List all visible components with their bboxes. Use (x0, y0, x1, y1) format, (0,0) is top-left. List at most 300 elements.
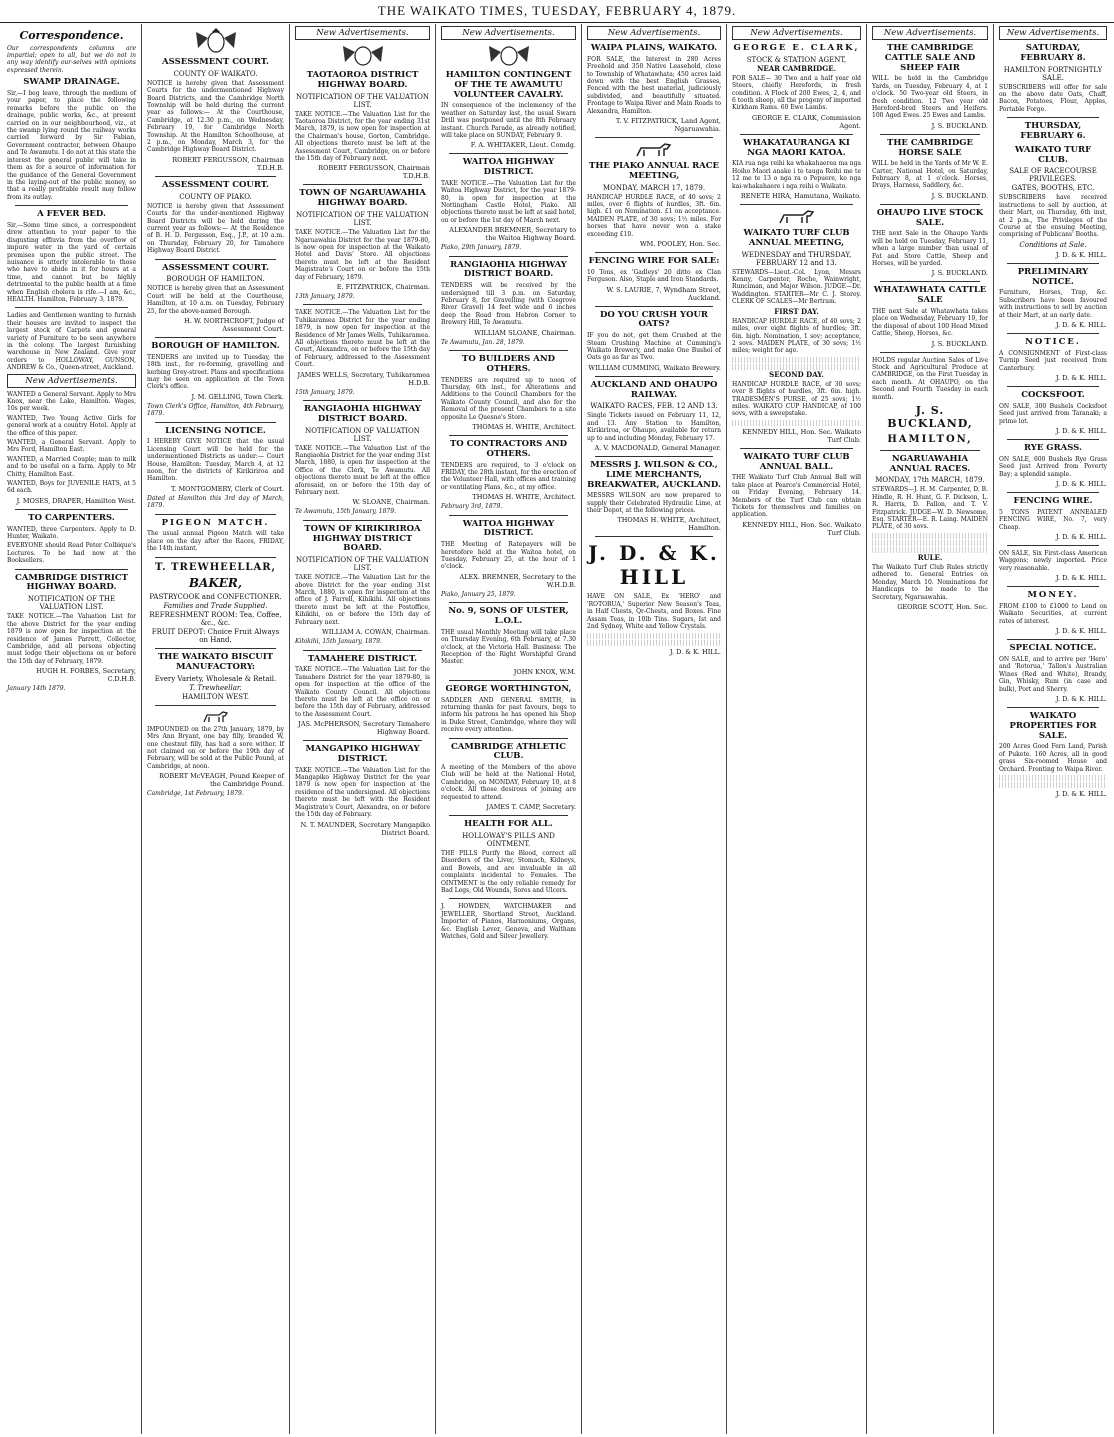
fencing-wire-title: FENCING WIRE FOR SALE: (588, 256, 720, 267)
assessment-court-3-body: NOTICE is hereby given that an Assessment Court will be held at the Courthouse, Hamilton, at 10 a.m. on Tuesday, February 25, for the above-named Borough. (147, 285, 284, 315)
athletic-signature: JAMES T. CAMP, Secretary. (486, 803, 576, 812)
cambridge-board-body: TAKE NOTICE.—The Valuation List for the above District for the year ending 1879 is now open for inspection at the residence of James Parrett, Collector, Cambridge, and all persons objecting must lodge their objections on or before the 15th day of February, 1879. (7, 613, 136, 665)
divider (1007, 586, 1099, 587)
first-day-body: HANDICAP HURDLE RACE, of 40 sovs; 2 miles, over eight flights of hurdles; 3ft. 6in. high. Nomination, 1 sov; acceptance, 2 sovs. MAIDEN PLATE, of 30 sovs; 1½ miles; weight for age. (732, 317, 861, 355)
hill-signature: J. D. & K. HILL. (1055, 321, 1107, 330)
waipa-plains-title: WAIPA PLAINS, WAIKATO. (590, 43, 718, 53)
health-body: THE PILLS Purify the Blood, correct all Disorders of the Liver, Stomach, Kidneys, and Bowels, and are invaluable in all complaints incidental to Females. The OINTMENT is the only reliable remedy for Bad Legs, Old Wounds, Sores and Ulcers. (441, 849, 576, 894)
text-filler (587, 633, 721, 639)
divider (1007, 545, 1099, 546)
rangiaohia-tender-title: RANGIAOHIA HIGHWAY DISTRICT BOARD. (450, 259, 567, 280)
divider (15, 569, 128, 570)
clark-body: FOR SALE— 30 Two and a half year old Steers, chiefly Herefords, in fresh condition. A Flock of 200 Ewes, 2, 4, and 6 tooth sheep, all the progeny of imported Kirkham Rams. 60 Ewe Lambs. (732, 74, 861, 112)
swamp-title: SWAMP DRAINAGE. (23, 77, 120, 88)
column-6 (727, 24, 867, 1434)
cavalry-title: HAMILTON CONTINGENT OF THE TE AWAMUTU VOLUNTEER CAVALRY. (445, 70, 572, 100)
waitoa-2-date: Piako, January 25, 1879. (441, 590, 516, 598)
tuhikaramea-body: TAKE NOTICE.—The Valuation List for the Tuhikaramea District for the year ending 1879, is now open for inspection at the Residence of Mr James Wells, Tuhikaramea. All objections thereto must be left at the Court, Alexandra, on or before the 15th day of February, addressed to the Assessment Court. (295, 309, 430, 369)
whakataurangga-title: WHAKATAURANGA KI NGA MAORI KATOA. (743, 137, 850, 158)
column-7 (867, 24, 994, 1434)
hill-signature: J. D. & K. HILL. (1055, 374, 1107, 383)
divider (15, 307, 128, 308)
cambridge-board-signature: HUGH H. FORBES, Secretary, C.D.H.B. (36, 667, 136, 684)
trewheellar-families: Families and Trade Supplied. (163, 601, 268, 610)
wilson-signature: THOMAS H. WHITE, Architect, Hamilton. (617, 516, 721, 533)
crush-oats-signature: WILLIAM CUMMING, Waikato Brewery. (588, 363, 721, 372)
royal-crest-icon (479, 43, 539, 67)
contractors-date: February 3rd, 1879. (441, 503, 503, 511)
borough-date: Town Clerk's Office, Hamilton, 4th February, 1879. (147, 402, 284, 418)
rangiaohia-tender-body: TENDERS will be received by the undersigned till 3 p.m. on Saturday, February 8, for Gravelling (with Cosgrove River Gravel) 14 feet wide and 6 inches deep the Road from Hebron Corner to Brewery Hill, Te Awamutu. (441, 282, 576, 327)
ngaruawahia-races-title: NGARUAWAHIA ANNUAL RACES. (889, 453, 971, 474)
impounded-body: IMPOUNDED on the 27th January, 1879, by Mrs Ann Bryant, one bay filly, branded W, one chestnut filly, has had a sore wither. If not claimed on or before the 19th day of February, will be sold at the Public Pound, at Cambridge, at noon. (147, 725, 284, 770)
kirikiriroa-sub: NOTIFICATION OF THE VALUATION LIST. (296, 556, 429, 573)
second-day-body: HANDICAP HURDLE RACE, of 30 sovs; over 8 flights of hurdles, 3ft. 6in. high. TRADESMEN'S PURSE, of 25 sovs; 1½ miles. WAIKATO CUP HANDICAP, of 100 sovs, with a sweepstake. (732, 380, 861, 418)
horse-sale-signature: J. S. BUCKLAND. (931, 191, 988, 200)
second-day-heading: SECOND DAY. (769, 369, 824, 379)
crush-oats-title: DO YOU CRUSH YOUR OATS? (600, 309, 708, 330)
rule-signature: GEORGE SCOTT, Hon. Sec. (897, 602, 988, 611)
cavalry-body: IN consequence of the inclemency of the weather on Saturday last, the usual Swarn Drill was postponed until the 8th February instant. Church Parade, as already notified, will take place on SUNDAY, February 9. (441, 102, 576, 139)
health-title: HEALTH FOR ALL. (464, 819, 553, 830)
divider (449, 350, 568, 351)
wanted-ad-4: WANTED, a Married Couple; man to milk and to be useful on a farm. Apply to Mr Chitty, Hamilton East. (7, 455, 136, 478)
carpenters-title: TO CARPENTERS. (28, 512, 115, 523)
assessment-court-2-title: ASSESSMENT COURT. (162, 179, 269, 190)
divider (1007, 263, 1099, 264)
biscuit-signature: T. Trewheellar. (189, 683, 242, 692)
correspondence-note: Our correspondents columns are impartial; open to all, but we do not in any way identify our-selves with opinions expressed therein. (7, 44, 136, 74)
cocksfoot-title: COCKSFOOT. (1021, 390, 1085, 401)
licensing-title: LICENSING NOTICE. (165, 425, 266, 436)
text-filler (732, 420, 861, 426)
column-5 (582, 24, 727, 1434)
impounded-date: Cambridge, 1st February, 1879. (147, 790, 244, 798)
divider (15, 509, 128, 510)
whakataurangga-signature: RENETE HIRA, Hamutana, Waikato. (740, 192, 861, 201)
fencing-wire-body: 10 Tons, ex 'Gadleys' 20 ditto ex Clan Ferguson. Also, Staple and Iron Standards. (587, 268, 721, 284)
turf-privileges-title: WAIKATO TURF CLUB. (1014, 144, 1092, 165)
column-1 (2, 24, 142, 1434)
divider (449, 898, 568, 899)
ngaruawahia-board-date: 13th January, 1879. (295, 292, 355, 300)
howden-body: J. HOWDEN, WATCHMAKER and JEWELLER, Shortland Street, Auckland. Importer of Pianos, Harmoniums, Organs, &c. English Lever, Geneva, and Waltham Watches, Gold and Silver Jewellery. (441, 903, 576, 941)
divider (595, 252, 713, 253)
tuhikaramea-date: 15th January, 1879. (295, 388, 355, 396)
divider (880, 134, 980, 135)
rangiaohia-date: Te Awamutu, 15th January, 1879. (295, 508, 396, 516)
sons-of-ulster-body: THE usual Monthly Meeting will take place on Thursday Evening, 6th February, at 7.30 o'clock, at the Victoria Hall. Business: The Reception of the Right Worshipful Grand Master. (441, 628, 576, 666)
mangapiko-title: MANGAPIKO HIGHWAY DISTRICT. (305, 744, 420, 764)
hill-signature: J. D. & K. HILL. (669, 647, 721, 656)
correspondence-heading: Correspondence. (19, 29, 124, 42)
borough-title: BOROUGH OF HAMILTON. (151, 340, 280, 351)
masthead (0, 0, 1114, 23)
thursday-title: THURSDAY, FEBRUARY 6. (1020, 121, 1086, 142)
turf-privileges-sub: SALE OF RACECOURSE PRIVILEGES. (1009, 167, 1097, 184)
rule-body: The Waikato Turf Club Rules strictly adhered to. General Entries on Monday, March 10. Nominations for Handicaps to be made to the Secretary, Ngaruawahia. (872, 563, 988, 601)
text-filler (732, 357, 861, 363)
piako-races-sub: MONDAY, MARCH 17, 1879. (602, 183, 706, 192)
special-notice-body: ON SALE, and to arrive per 'Hero' and 'Rotorua,' Tallon's Australian Wines (Red and White), Brandy, Gin, Whisky, Rum (in case and bulk), Port and Sherry. (999, 656, 1107, 693)
divider (449, 435, 568, 436)
divider (303, 740, 422, 741)
cambridge-board-sub: NOTIFICATION OF THE VALUATION LIST. (27, 595, 116, 612)
royal-crest-icon (186, 28, 246, 54)
divider (1007, 639, 1099, 640)
cambridge-board-title: CAMBRIDGE DISTRICT HIGHWAY BOARD. (14, 572, 128, 593)
assessment-court-3-title: ASSESSMENT COURT. (162, 262, 269, 273)
new-ads-heading: New Advertisements. (872, 26, 988, 40)
rye-grass-title: RYE GRASS. (1024, 443, 1082, 454)
biscuit-title: THE WAIKATO BISCUIT MANUFACTORY: (157, 652, 273, 672)
divider (155, 259, 276, 260)
rangiaohia-body: TAKE NOTICE.—The Valuation List of the Rangiaohia District for the year ending 31st March, 1880, is open for inspection at the Office of the Clerk, Te Awamutu. All objections thereto must be left at the office aforesaid, on or before the 15th day of February next. (295, 444, 430, 497)
railway-title: AUCKLAND AND OHAUPO RAILWAY. (590, 379, 718, 400)
rangiaohia-title: RANGIAOHIA HIGHWAY DISTRICT BOARD. (304, 404, 421, 424)
swamp-body: Sir,—I beg leave, through the medium of your paper, to place the following remarks before the public on the drainage, public works, &c., at present carried on in our neighbourhood, viz., at the swamp lying round the railway works carried forward by Sir Fabian, Government contractor, between Ohaupo and Te Awamutu. I do not at this state the interest the general public will take in them as for a source of information for the guidance of the General Government in the laying-out of the public money, so that a really profitable result may follow from its outlay. (7, 90, 136, 201)
wanted-ad-3: WANTED, a General Servant. Apply to Mrs Ford, Hamilton East. (7, 439, 136, 454)
taotaoroa-body: TAKE NOTICE.—The Valuation List for the Taotaoroa District, for the year ending 31st March, 1879, is now open for inspection at the Chairman's house, Gorton, Cambridge. All objections thereto must be left at the Assessment Court, Cambridge, on or before the 15th day of February next. (295, 110, 430, 163)
trewheellar-sub: PASTRYCOOK and CONFECTIONER. (149, 592, 282, 601)
builders-signature: THOMAS H. WHITE, Architect. (472, 423, 576, 432)
railway-signature: A. V. MACDONALD, General Manager. (594, 443, 721, 452)
divider (740, 134, 853, 135)
clark-sub: STOCK & STATION AGENT, (746, 55, 847, 64)
athletic-body: A meeting of the Members of the above Club will be held at the National Hotel, Cambridge, on MONDAY, February 10, at 8 o'clock. All those desirous of joining are requested to attend. (441, 764, 576, 801)
first-day-heading: FIRST DAY. (774, 306, 819, 316)
piako-races-title: THE PIAKO ANNUAL RACE MEETING, (589, 161, 719, 181)
divider (155, 705, 276, 706)
biscuit-sub: Every Variety, Wholesale & Retail. (154, 674, 277, 683)
buckland-body: HOLDS regular Auction Sales of Live Stock and Agricultural Produce at CAMBRIDGE, on the First Tuesday in each month. At OHAUPO, on the Second and Fourth Tuesday in each month. (872, 356, 988, 401)
waitoa-date: Piako, 29th January, 1879. (441, 244, 522, 252)
notice-body: A CONSIGNMENT of First-class Turnip Seed just received from Canterbury. (999, 349, 1107, 372)
ngaruawahia-board-body: TAKE NOTICE.—The Valuation List for the Ngaruawahia District for the year 1879-80, is now open for inspection at the Waikato Hotel and Davis' Store. All objections thereto must be left at the Resident Magistrate's Court on or before the 15th day of February, 1879. (295, 229, 430, 281)
turf-privileges-gates: GATES, BOOTHS, ETC. (1011, 184, 1095, 193)
divider (303, 400, 422, 401)
trewheellar-refreshment: REFRESHMENT ROOM: Tea, Coffee, &c., &c. (149, 610, 282, 628)
athletic-title: CAMBRIDGE ATHLETIC CLUB. (450, 741, 567, 762)
hill-signature: J. D. & K. HILL. (1055, 533, 1107, 542)
ngaruawahia-races-sub: MONDAY, 17th MARCH, 1879. (875, 476, 985, 485)
hill-signature: J. D. & K. HILL. (1055, 695, 1107, 704)
divider (1007, 707, 1099, 708)
licensing-body: I HEREBY GIVE NOTICE that the usual Licensing Court will be held for the undermentioned Districts as under:— Court House, Hamilton: Tuesday, March 4, at 12 noon, for the districts of Kirikiriroa and Hamilton. (147, 438, 284, 483)
horse-icon (634, 142, 674, 158)
text-filler (587, 640, 721, 646)
borough-signature: J. M. GELLING, Town Clerk. (191, 392, 284, 401)
waitoa-2-body: THE Meeting of Ratepayers will be heretofore held at the Waitoa hotel, on Tuesday, February 25, at the hour of 1 o'clock. (441, 541, 576, 571)
rangiaohia-tender-date: Te Awamutu, Jan. 28, 1879. (441, 338, 525, 346)
fencing-wire-title: FENCING WIRE. (1013, 496, 1093, 507)
divider (155, 422, 276, 423)
divider (740, 448, 853, 449)
crush-oats-body: IF you do not, get them Crushed at the Steam Crushing Machine at Cumming's Waikato Brewery, and make One Bushel of Oats go as far as Two. (587, 332, 721, 362)
new-ads-heading: New Advertisements. (999, 26, 1107, 40)
impounded-signature: ROBERT McVEAGH, Pound Keeper of the Cambridge Pound. (159, 772, 284, 789)
turf-club-body: STEWARDS—Lieut.-Col. Lyon, Messrs Kenny, Carpenter, Roche, Wainwright, Runciman, and Major Wilson. JUDGE—Dr. Waddington. STARTER—Mr C. J. Storey. CLERK OF SCALES—Mr Bertram. (732, 268, 861, 306)
wanted-ad-2: WANTED, Two Young Active Girls for general work at a country Hotel. Apply at the office of this paper. (7, 414, 136, 437)
assessment-court-2-sub: COUNTY OF PIAKO. (179, 192, 252, 201)
fencing-wire-body: 5 TONS PATENT ANNEALED FENCING WIRE, No. 7, very Cheap. (999, 508, 1107, 531)
hill-signature: J. D. & K. HILL. (1055, 627, 1107, 636)
kirikiriroa-signature: WILLIAM A. COWAN, Chairman. (322, 628, 430, 637)
divider (303, 650, 422, 651)
new-ads-heading: New Advertisements. (587, 26, 721, 40)
horse-sale-body: WILL be held in the Yards of Mr W. E. Carter, National Hotel, on Saturday, February 8, at 1 o'clock. Horses, Drays, Harness, Saddlery, &c. (872, 160, 988, 190)
column-4 (436, 24, 582, 1434)
column-8 (994, 24, 1112, 1434)
preliminary-body: Furniture, Horses, Trap, &c. Subscribers have been favoured with instructions to sell by auction at their Mart, at an early date. (999, 289, 1107, 319)
fever-title: A FEVER BED. (37, 209, 106, 220)
carpenters-body: WANTED, three Carpenters. Apply to D. Hunter, Waikato. (7, 525, 136, 541)
hill-signature: J. D. & K. HILL. (1055, 250, 1107, 259)
buckland-banner: J. S. BUCKLAND, (887, 404, 973, 430)
ngaruawahia-races-body: STEWARDS—J. H. M. Carpenter, D. B. Hindle, R. H. Hunt, G. F. Dickson, L. R. Harris, D. Fallon, and T. V. Fitzpatrick. JUDGE—W. D. Newsome, Esq. STARTER—E. R. Laing. MAIDEN PLATE, of 30 sovs. (872, 486, 988, 531)
hill-signature: J. D. & K. HILL. (1055, 480, 1107, 489)
notice-title: NOTICE. (1025, 337, 1081, 348)
assessment-court-sub: COUNTY OF WAIKATO. (173, 69, 258, 78)
whatawhata-sale-title: WHATAWHATA CATTLE SALE (873, 285, 987, 306)
tamahere-title: TAMAHERE DISTRICT. (307, 653, 418, 664)
divider (155, 176, 276, 177)
kirikiriroa-title: TOWN OF KIRIKIRIROA HIGHWAY DISTRICT BOARD. (304, 523, 421, 554)
cambridge-board-date: January 14th 1879. (7, 685, 66, 693)
licensing-date: Dated at Hamilton this 3rd day of March, 1879. (147, 494, 284, 510)
divider (740, 204, 853, 205)
waitoa-2-title: WAITOA HIGHWAY DISTRICT. (462, 518, 555, 539)
cattle-sale-signature: J. S. BUCKLAND. (931, 121, 988, 130)
pigeon-body: The usual annual Pigeon Match will take place on the day after the Races, FRIDAY, the 14th instant. (147, 530, 284, 553)
fever-body: Sir,—Some time since, a correspondent drew attention to your paper to the disgusting effluvia from the overflow of impure water in the yard of certain premises upon the public street. The nuisance is utterly intolerable to those who have to abide in it for hours at a time, and cannot but be highly detrimental to the public health at a time when English cholera is rife.—I am, &c., HEALTH. Hamilton, February 3, 1879. (7, 221, 136, 303)
new-ads-heading: New Advertisements. (732, 26, 861, 40)
wilson-body: MESSRS WILSON are now prepared to supply their Celebrated Hydraulic Lime, at their Depot, at the following prices. (587, 492, 721, 515)
ohaupo-sale-title: OHAUPO LIVE STOCK SALE. (876, 207, 984, 228)
waitoa-title: WAITOA HIGHWAY DISTRICT. (462, 157, 555, 178)
divider (449, 602, 568, 603)
ladies-body: Ladies and Gentlemen wanting to furnish their houses are invited to inspect the largest stock of Carpets and general variety of Furniture to be seen anywhere in the colony. The largest furnishing warehouse in New Zealand. Give your orders to HOLLOWAY, GUNSON, ANDREW & Co., Queen-street, Auckland. (7, 312, 136, 372)
divider (449, 738, 568, 739)
trewheellar-fruit: FRUIT DEPOT: Choice Fruit Always on Hand. (151, 628, 280, 645)
railway-sub: WAIKATO RACES, FEB. 12 AND 13. (590, 402, 718, 411)
divider (303, 520, 422, 521)
wanted-ad-5: WANTED, Boys for JUVENILE HATS, at 5 6d each. (7, 480, 136, 495)
ohaupo-sale-signature: J. S. BUCKLAND. (931, 269, 988, 278)
ball-body: THE Waikato Turf Club Annual Ball will take place at Pearce's Commercial Hotel, on Friday Evening, February 14. Members of the Turf Club can obtain Tickets for themselves and families on application. (732, 474, 861, 519)
waipa-plains-body: FOR SALE, the Interest in 280 Acres Freehold and 350 Native Leasehold, close to Township of Whatawhata; 450 acres laid down with the best English Grasses, Fenced with the best material, judiciously subdivided, and beautifully situated. Frontage to Waipa River and Main Roads to Alexandra, Hamilton. (587, 55, 721, 115)
divider (595, 456, 713, 457)
money-body: FROM £100 to £1000 to Lend on Waikato Securities, at current rates of interest. (999, 603, 1107, 625)
column-2 (142, 24, 290, 1434)
turf-privileges-body: SUBSCRIBERS have received instructions to sell by auction, at their Mart, on Thursday, 6th inst, at 2 p.m., The Privileges of the Course at the ensuing Meeting, comprising of Publicans' Booths. (999, 194, 1107, 239)
mangapiko-body: TAKE NOTICE.—The Valuation List for the Mangapiko Highway District for the year 1879 is now open for inspection at the residence of the undersigned. All objections thereto must be left with the Resident Magistrate's Court, Alexandra, on or before the 15th day of February. (295, 766, 430, 819)
mangapiko-signature: N. T. MAUNDER, Secretary Mangapiko District Board. (300, 820, 430, 837)
contractors-body: TENDERS are required, to 3 o'clock on FRIDAY, the 28th instant, for the erection of the Volunteer Hall, with offices and training or ventilating Plans, &c., at my office. (441, 461, 576, 491)
divider (1007, 386, 1099, 387)
fencing-wire-signature: W. S. LAURIE, 7, Wyndham Street, Auckland. (606, 285, 721, 302)
whatawhata-sale-body: THE next Sale at Whatawhata takes place on Wednesday, February 19, for the disposal of about 100 Head Mixed Cattle, Sheep, Horses, &c. (872, 307, 988, 338)
divider (155, 337, 276, 338)
ngaruawahia-board-sub: NOTIFICATION OF THE VALUATION LIST. (296, 211, 429, 228)
worthington-title: GEORGE WORTHINGTON, (445, 683, 572, 694)
divider (880, 204, 980, 205)
waitoa-body: TAKE NOTICE.—The Valuation List for the Waitoa Highway District, for the year 1879-80, is open for inspection at the Nottingham Castle Hotel, Piako. All objections thereto must be left at said hotel, on or before the 1st day of March next. (441, 179, 576, 224)
divider (880, 352, 980, 353)
divider (449, 680, 568, 681)
taotaoroa-sub: NOTIFICATION OF THE VALUATION LIST. (296, 92, 429, 109)
ball-title: WAIKATO TURF CLUB ANNUAL BALL. (743, 451, 850, 472)
waggons-body: ON SALE, Six First-class American Waggons; newly imported. Price very reasonable. (999, 550, 1107, 572)
ball-signature: KENNEDY HILL, Hon. Sec. Waikato Turf Club. (742, 520, 861, 537)
borough-body: TENDERS are invited up to Tuesday, the 18th inst., for re-forming, gravelling and kerbing Grey-street. Plans and specifications may be seen on application at the Town Clerk's office. (147, 353, 284, 391)
tamahere-body: TAKE NOTICE.—The Valuation List for the Tamahere District for the year 1879-80, is open for inspection at the office of the Waikato County Council. All objections thereto must be left at the office on or before the 15th day of February, addressed to the Assessment Court. (295, 666, 430, 718)
piako-races-signature: WM. POOLEY, Hon. Sec. (639, 240, 721, 249)
properties-body: 200 Acres Good Fern Land, Parish of Pukete. 160 Acres, all in good grass Six-roomed House and Orchard. Fronting to Waipa River. (999, 743, 1107, 773)
builders-body: TENDERS are required up to noon of Thursday, 6th inst., for Alterations and Additions to the Council Chambers for the Waikato County Council, and also for the Removal of the present Chambers to a site opposite Le Quesne's Store. (441, 376, 576, 421)
sons-of-ulster-signature: JOHN KNOX, W.M. (513, 667, 576, 676)
racehorse-icon (777, 209, 817, 225)
text-filler (732, 364, 861, 370)
divider (880, 281, 980, 282)
hill-banner: J. D. & K. HILL (588, 541, 720, 590)
new-ads-heading: New Advertisements. (441, 26, 576, 40)
rangiaohia-sub: NOTIFICATION OF VALUATION LIST. (305, 426, 420, 443)
horse-icon (201, 710, 231, 724)
assessment-court-body: NOTICE is hereby given that Assessment Courts for the undermentioned Highway Board Districts, and the Cambridge North Township will be held during the current year as follows:— At the Courthouse, Cambridge, at 12.30 p.m., on Wednesday, February 19, for Cambridge North Township. At the Hamilton Schoolhouse, at 2 p.m., on Monday, March 3, for the Cambridge Highway Board District. (147, 79, 284, 154)
new-ads-heading: New Advertisements. (7, 374, 136, 388)
text-filler (872, 533, 988, 539)
wilson-title: MESSRS J. WILSON & CO., LIME MERCHANTS, BREAKWATER, AUCKLAND. (587, 459, 721, 490)
divider (1007, 333, 1099, 334)
divider (595, 376, 713, 377)
masthead-title: THE WAIKATO TIMES, TUESDAY, FEBRUARY 4, 1879. (377, 3, 737, 18)
sons-of-ulster-title: No. 9, SONS OF ULSTER, L.O.L. (448, 606, 569, 626)
ohaupo-sale-body: THE next Sale in the Ohaupo Yards will be held on Tuesday, February 11, when a large number than usual of Fat and Store Cattle, Sheep and Horses, will be yarded. (872, 230, 988, 268)
rangiaohia-signature: W. SLOANE, Chairman. (352, 498, 430, 507)
assessment-court-3-signature: H. W. NORTHCROFT, Judge of Assessment Court. (184, 316, 284, 333)
waipa-plains-signature: T. V. FITZPATRICK, Land Agent, Ngaruawahia. (615, 117, 721, 134)
text-filler (999, 775, 1107, 781)
health-sub: HOLLOWAY'S PILLS AND OINTMENT. (462, 831, 555, 848)
divider (595, 137, 713, 138)
moses-signature: J. MOSES, DRAPER, Hamilton West. (16, 496, 136, 505)
trewheellar-name: T. TREWHEELLAR, (154, 561, 277, 573)
divider (1007, 492, 1099, 493)
money-title: MONEY. (1027, 590, 1079, 601)
piako-races-body: HANDICAP HURDLE RACE, of 40 sovs; 2 miles, over 6 flights of hurdles, 3ft. 6in. high. £1 on Nomination. £1 on acceptance. MAIDEN PLATE, of 30 sovs; 1½ miles. For horses that have never won a stake exceeding £10. (587, 193, 721, 238)
divider (449, 515, 568, 516)
licensing-signature: T. MONTGOMERY, Clerk of Court. (171, 484, 284, 493)
ngaruawahia-board-signature: E. FITZPATRICK, Chairman. (336, 282, 430, 291)
kirikiriroa-date: Kihikihi, 15th January, 1879. (295, 638, 382, 646)
waitoa-2-signature: ALEX. BREMNER, Secretary to the W.H.D.B. (459, 572, 576, 589)
horse-sale-title: THE CAMBRIDGE HORSE SALE (887, 137, 973, 158)
cocksfoot-body: ON SALE, 300 Bushels Cocksfoot Seed just arrived from Taranaki; a prime lot. (999, 402, 1107, 425)
assessment-court-2-body: NOTICE is hereby given that Assessment Courts for the under-mentioned Highway Board Districts will be held during the current year as follows:— At the Residence of B. H. D. Fergusson, Esq., J.P., at 10 a.m. on Thursday, February 20, for Tamahere Highway Board District. (147, 202, 284, 255)
rye-grass-body: ON SALE, 600 Bushels Rye Grass Seed just Arrived from Poverty Bay; a splendid sample. (999, 455, 1107, 478)
divider (595, 306, 713, 307)
builders-title: TO BUILDERS AND OTHERS. (462, 354, 555, 374)
trewheellar-trade: BAKER, (188, 576, 243, 591)
text-filler (999, 782, 1107, 788)
railway-body: Single Tickets issued on February 11, 12, and 13. Any Station to Hamilton, Kirikiriroa, or Ohaupo, available for return up to and including Monday, February 17. (587, 412, 721, 442)
new-ads-heading: New Advertisements. (295, 26, 430, 40)
contractors-title: TO CONTRACTORS AND OTHERS. (449, 439, 567, 459)
cavalry-signature: F. A. WHITAKER, Lieut. Comdg. (470, 141, 576, 150)
saturday-body: SUBSCRIBERS will offer for sale on the above date Oats, Chaff, Bacon, Potatoes, Flour, Apples, Portable Forge. (999, 83, 1107, 113)
royal-crest-icon (333, 43, 393, 67)
divider (880, 450, 980, 451)
divider (1007, 439, 1099, 440)
assessment-court-3-sub: BOROUGH OF HAMILTON. (166, 275, 265, 284)
assessment-court-signature: ROBERT FERGUSSON, Chairman T.D.H.B. (172, 155, 284, 172)
special-notice-title: SPECIAL NOTICE. (1009, 643, 1097, 654)
everyone-ad: EVERYONE should Read Peter Colbique's Lectures. To be had now at the Booksellers. (7, 542, 136, 565)
clark-place: NEAR CAMBRIDGE. (757, 63, 836, 73)
taotaoroa-signature: ROBERT FERGUSSON, Chairman T.D.H.B. (318, 164, 430, 181)
text-filler (872, 540, 988, 546)
properties-title: WAIKATO PROPERTIES FOR SALE. (1009, 711, 1097, 741)
clark-signature: GEORGE E. CLARK, Commission Agent. (751, 113, 861, 130)
divider (15, 205, 128, 206)
divider (449, 256, 568, 257)
turf-club-sub: WEDNESDAY and THURSDAY, FEBRUARY 12 and 13. (741, 250, 852, 267)
assessment-court-title: ASSESSMENT COURT. (162, 57, 269, 67)
divider (303, 304, 422, 305)
waitoa-signature: ALEXANDER BREMNER, Secretary to the Waitoa Highway Board. (449, 226, 576, 243)
divider (1007, 117, 1099, 118)
ngaruawahia-board-title: TOWN OF NGARUAWAHIA HIGHWAY BOARD. (299, 188, 426, 209)
pigeon-title: PIGEON MATCH. (161, 517, 270, 528)
biscuit-place: HAMILTON WEST. (182, 692, 249, 701)
hill-body: HAVE ON SALE, Ex 'HERO' and 'ROTORUA,' Superior New Season's Teas, in Half Chests, Qr-Chests, and Boxes. Fine Assam Teas, in 10lb Tins. Sugars, Ist and 2nd Sydney, White and Yellow Crystals. (587, 593, 721, 631)
whakataurangga-body: KIA rua nga reihi ka whakahaerea ma nga Hoiho Maori anake i te tauga Reihi me te 12 me te 13 o nga ra o Pepuere, ko nga kai-whakahaere i nga reihi o Waikato. (732, 160, 861, 190)
hill-signature: J. D. & K. HILL. (1055, 789, 1107, 798)
saturday-title: SATURDAY, FEBRUARY 8. (1020, 43, 1086, 63)
hill-signature: J. D. & K. HILL. (1055, 574, 1107, 583)
divider (449, 815, 568, 816)
divider (155, 514, 276, 515)
turf-club-title: WAIKATO TURF CLUB ANNUAL MEETING, (743, 228, 850, 248)
rule-heading: RULE. (917, 552, 943, 562)
kirikiriroa-body: TAKE NOTICE.—The Valuation List for the above District for the year ending 31st March, 1880, is open for inspection at the office of J. Farrell, Kihikihi. All objections thereto must be left at the Postoffice, Kihikihi, on or before the 15th day of February next. (295, 574, 430, 626)
divider (155, 648, 276, 649)
saturday-sub: HAMILTON FORTNIGHTLY SALE. (1003, 65, 1103, 82)
wanted-ad-1: WANTED a General Servant. Apply to Mrs Knox, near the Lake, Hamilton. Wages, 10s per week. (7, 390, 136, 413)
rangiaohia-tender-signature: WILLIAM SLOANE, Chairman. (474, 328, 576, 337)
divider (595, 536, 713, 537)
clark-title: GEORGE E. CLARK, (733, 43, 860, 53)
divider (303, 184, 422, 185)
newspaper-columns (2, 24, 1112, 1434)
cattle-sale-body: WILL be held in the Cambridge Yards, on Tuesday, February 4, at 1 o'clock. 50 Two-year old Steers, in fresh condition. 12 Two year old Hereford-bred Steers and Heifers. 100 Aged Ewes. 25 Ewes and Lambs. (872, 75, 988, 120)
divider (449, 153, 568, 154)
column-3 (290, 24, 436, 1434)
worthington-body: SADDLER AND GENERAL SMITH, in returning thanks for past favours, begs to inform his patrons he has opened his Shop in Duke Street, Cambridge, where they will receive every attention. (441, 696, 576, 734)
turf-club-signature: KENNEDY HILL, Hon. Sec. Waikato Turf Club. (742, 427, 861, 444)
turf-privileges-conditions: Conditions at Sale. (1019, 240, 1087, 249)
contractors-signature: THOMAS H. WHITE, Architect. (472, 493, 576, 502)
hill-signature: J. D. & K. HILL. (1055, 427, 1107, 436)
tamahere-signature: JAS. McPHERSON, Secretary Tamahere Highway Board. (298, 720, 430, 737)
taotaoroa-title: TAOTAOROA DISTRICT HIGHWAY BOARD. (306, 70, 419, 90)
buckland-place: HAMILTON, (887, 434, 973, 446)
tuhikaramea-signature: JAMES WELLS, Secretary, Tuhikaramea H.D.B. (297, 370, 430, 387)
preliminary-title: PRELIMINARY NOTICE. (1017, 266, 1089, 287)
cattle-sale-title: THE CAMBRIDGE CATTLE SALE AND SHEEP FAIR (884, 43, 976, 73)
divider (155, 557, 276, 558)
